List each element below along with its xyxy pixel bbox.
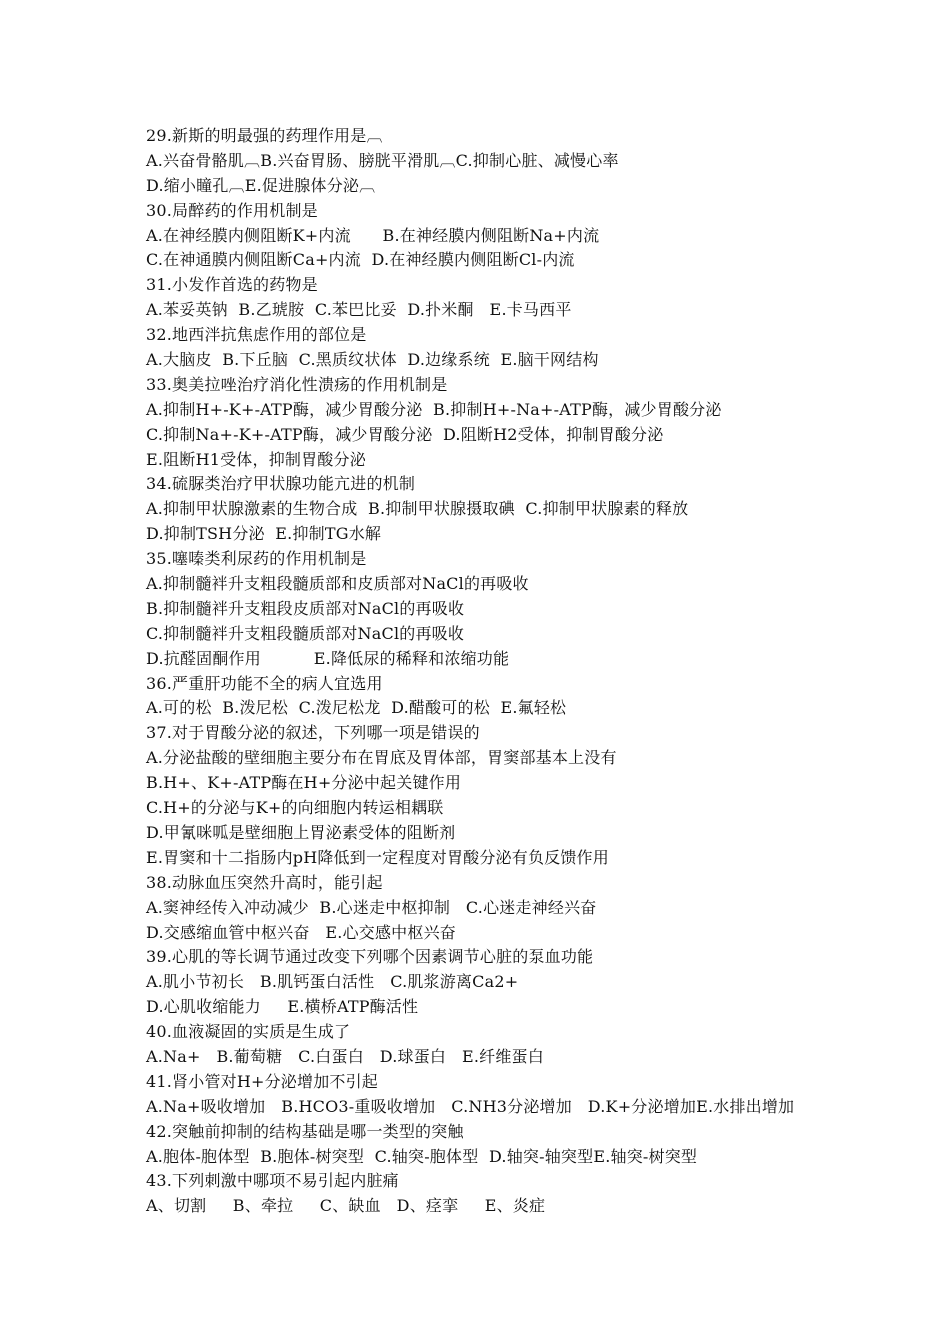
text-line: 30.局醉药的作用机制是 — [146, 200, 318, 220]
text-line: 29.新斯的明最强的药理作用是︹ — [146, 126, 383, 145]
text-line: C.在神通膜内侧阻断Ca+内流 D.在神经膜内侧阻断Cl-内流 — [146, 250, 575, 270]
text-line: D.缩小瞳孔︹E.促进腺体分泌︹ — [146, 175, 376, 195]
text-line: A.Na+吸收增加 B.HCO3-重吸收增加 C.NH3分泌增加 D.K+分泌增加E.水排出增加 — [146, 1096, 795, 1116]
text-line: A.胞体-胞体型 B.胞体-树突型 C.轴突-胞体型 D.轴突-轴突型E.轴突-树突型 — [146, 1146, 698, 1166]
text-line: E.阻断H1受体，抑制胃酸分泌 — [146, 449, 366, 469]
text-line: A.窦神经传入冲动减少 B.心迷走中枢抑制 C.心迷走神经兴奋 — [146, 897, 597, 917]
text-line: A.抑制髓袢升支粗段髓质部和皮质部对NaCl的再吸收 — [146, 574, 529, 594]
text-line: A.抑制甲状腺激素的生物合成 B.抑制甲状腺摄取碘 C.抑制甲状腺素的释放 — [146, 499, 689, 519]
text-line: A、切割 B、牵拉 C、缺血 D、痉挛 E、炎症 — [146, 1196, 546, 1216]
text-line: D.甲氰咪呱是壁细胞上胃泌素受体的阻断剂 — [146, 822, 456, 842]
text-line: 41.肾小管对H+分泌增加不引起 — [146, 1071, 379, 1091]
text-line: A.肌小节初长 B.肌钙蛋白活性 C.肌浆游离Ca2+ — [146, 972, 519, 992]
text-line: 31.小发作首选的药物是 — [146, 275, 318, 295]
text-line: D.心肌收缩能力 E.横桥ATP酶活性 — [146, 997, 419, 1017]
text-line: A.抑制H+-K+-ATP酶，减少胃酸分泌 B.抑制H+-Na+-ATP酶，减少胃酸分泌 — [146, 399, 722, 419]
text-line: A.Na+ B.葡萄糖 C.白蛋白 D.球蛋白 E.纤维蛋白 — [146, 1046, 544, 1066]
text-line: 42.突触前抑制的结构基础是哪一类型的突触 — [146, 1121, 464, 1141]
text-line: 37.对于胃酸分泌的叙述，下列哪一项是错误的 — [146, 723, 480, 743]
text-line: D.抑制TSH分泌 E.抑制TG水解 — [146, 524, 382, 544]
text-line: A.苯妥英钠 B.乙琥胺 C.苯巴比妥 D.扑米酮 E.卡马西平 — [146, 300, 572, 320]
text-line: 43.下列刺激中哪项不易引起内脏痛 — [146, 1171, 399, 1191]
text-line: 39.心肌的等长调节通过改变下列哪个因素调节心脏的泵血功能 — [146, 947, 594, 967]
text-line: A.大脑皮 B.下丘脑 C.黑质纹状体 D.边缘系统 E.脑干网结构 — [146, 350, 599, 370]
text-line: C.H+的分泌与K+的向细胞内转运相耦联 — [146, 798, 444, 818]
text-line: C.抑制髓袢升支粗段髓质部对NaCl的再吸收 — [146, 623, 465, 643]
text-line: 32.地西泮抗焦虑作用的部位是 — [146, 325, 367, 345]
text-line: B.抑制髓袢升支粗段皮质部对NaCl的再吸收 — [146, 598, 465, 618]
text-line: B.H+、K+-ATP酶在H+分泌中起关键作用 — [146, 773, 462, 793]
text-line: A.分泌盐酸的壁细胞主要分布在胃底及胃体部，胃窦部基本上没有 — [146, 748, 617, 768]
text-line: E.胃窦和十二指肠内pH降低到一定程度对胃酸分泌有负反馈作用 — [146, 847, 609, 867]
text-line: 36.严重肝功能不全的病人宜选用 — [146, 673, 383, 693]
document-page — [146, 124, 926, 1219]
text-line: 33.奥美拉唑治疗消化性溃疡的作用机制是 — [146, 374, 448, 394]
text-line: A.可的松 B.泼尼松 C.泼尼松龙 D.醋酸可的松 E.氟轻松 — [146, 698, 567, 718]
text-line: 34.硫脲类治疗甲状腺功能亢进的机制 — [146, 474, 416, 494]
text-line: A.兴奋骨骼肌︹B.兴奋胃肠、膀胱平滑肌︹C.抑制心脏、减慢心率 — [146, 150, 619, 170]
text-line: D.抗醛固酮作用 E.降低尿的稀释和浓缩功能 — [146, 648, 510, 668]
text-line: D.交感缩血管中枢兴奋 E.心交感中枢兴奋 — [146, 922, 456, 942]
text-line: 38.动脉血压突然升高时，能引起 — [146, 872, 383, 892]
text-line: 35.噻嗪类利尿药的作用机制是 — [146, 549, 367, 569]
text-line: 40.血液凝固的实质是生成了 — [146, 1022, 351, 1042]
text-line: A.在神经膜内侧阻断K+内流 B.在神经膜内侧阻断Na+内流 — [146, 225, 600, 245]
text-line: C.抑制Na+-K+-ATP酶，减少胃酸分泌 D.阻断H2受体，抑制胃酸分泌 — [146, 424, 664, 444]
